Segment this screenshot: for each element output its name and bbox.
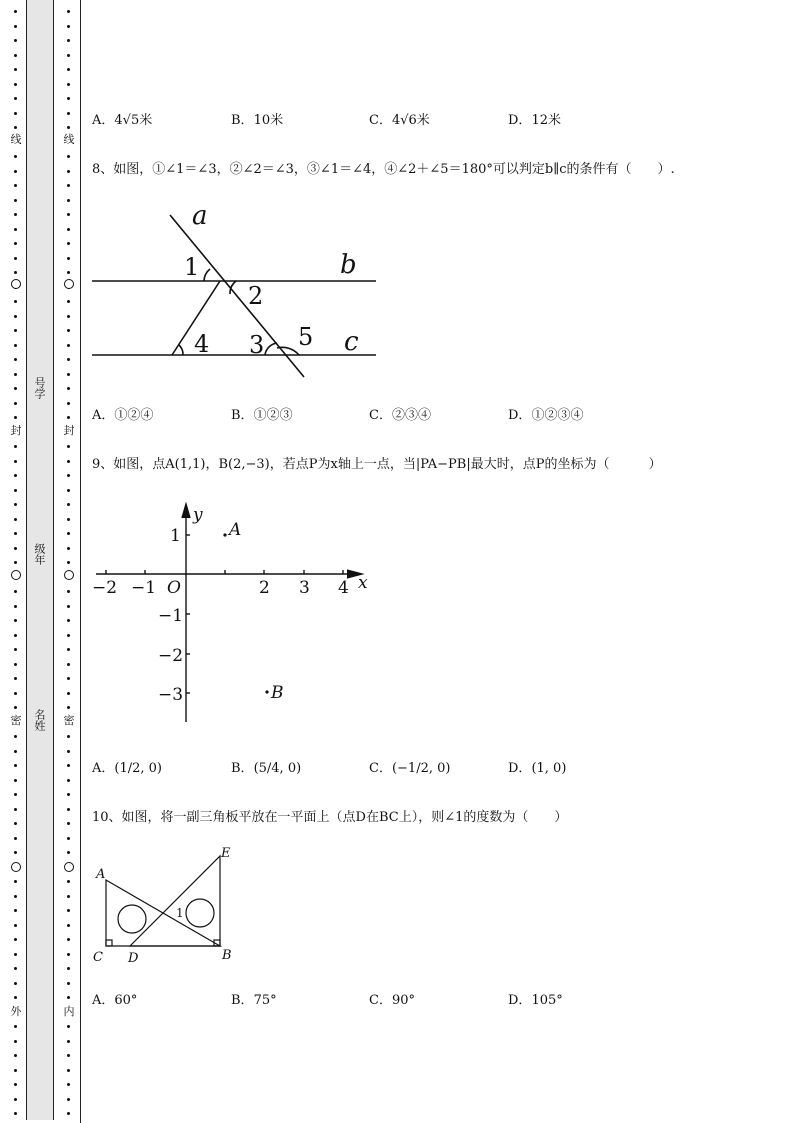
binding-dot xyxy=(14,1083,17,1086)
q9-ytick-label-3: −2 xyxy=(158,646,184,666)
binding-dot xyxy=(14,953,17,956)
binding-dot xyxy=(67,68,70,71)
binding-dot xyxy=(67,532,70,535)
binding-dot xyxy=(14,402,17,405)
binding-dot xyxy=(67,779,70,782)
binding-dot xyxy=(67,170,70,173)
left-mark-1: 线 xyxy=(10,133,22,146)
q8-option-b-text: ①②③ xyxy=(253,408,293,423)
binding-dot xyxy=(67,909,70,912)
q9-point-b-label: B xyxy=(271,683,284,703)
q9-option-b-letter: B． xyxy=(231,761,254,776)
label-name-text: 名姓 xyxy=(33,709,46,731)
binding-dot xyxy=(67,808,70,811)
binding-dot xyxy=(14,503,17,506)
label-name xyxy=(26,709,52,735)
binding-dot xyxy=(67,837,70,840)
binding-dot xyxy=(14,199,17,202)
binding-margin xyxy=(0,0,82,1123)
binding-dot xyxy=(67,242,70,245)
binding-dot xyxy=(67,634,70,637)
binding-dot xyxy=(14,851,17,854)
binding-dot xyxy=(67,97,70,100)
binding-dot xyxy=(14,532,17,535)
q7-option-c-text: 4√6米 xyxy=(391,113,430,128)
binding-dot xyxy=(14,750,17,753)
q9-option-c[interactable] xyxy=(369,757,450,776)
right-circle-1 xyxy=(64,279,74,289)
binding-dot xyxy=(67,1112,70,1115)
binding-dot xyxy=(14,10,17,13)
q7-option-a-text: 4√5米 xyxy=(114,113,153,128)
binding-dot xyxy=(67,1040,70,1043)
binding-dot xyxy=(67,344,70,347)
q9-y-arrow xyxy=(182,504,190,518)
q8-label-b: b xyxy=(340,250,357,280)
binding-dot xyxy=(14,344,17,347)
binding-dot xyxy=(14,184,17,187)
q8-option-c[interactable] xyxy=(369,404,431,423)
binding-dot xyxy=(14,329,17,332)
binding-dot xyxy=(67,358,70,361)
binding-dot xyxy=(14,634,17,637)
q7-option-c[interactable] xyxy=(369,109,430,128)
q9-option-d-letter: D． xyxy=(508,761,532,776)
right-mark-4: 内 xyxy=(63,1005,75,1018)
q9-option-a-letter: A． xyxy=(92,761,115,776)
label-student-id xyxy=(26,377,52,403)
q10-option-b-text: 75° xyxy=(253,993,277,1008)
q7-option-b[interactable] xyxy=(231,109,283,128)
binding-dot xyxy=(67,692,70,695)
q8-stem: 8、如图，①∠1＝∠3，②∠2＝∠3，③∠1＝∠4，④∠2＋∠5＝180°可以判定b∥c的条件有（ ）. xyxy=(92,162,675,177)
q10-right-angle-c xyxy=(106,940,112,946)
binding-dot xyxy=(14,54,17,57)
left-circle-3 xyxy=(11,862,21,872)
binding-dot xyxy=(67,257,70,260)
q7-option-d[interactable] xyxy=(508,109,561,128)
binding-dot xyxy=(67,764,70,767)
binding-dot xyxy=(67,590,70,593)
binding-dot xyxy=(67,329,70,332)
q9-ytick-label-4: −3 xyxy=(158,685,184,705)
binding-dot xyxy=(67,416,70,419)
binding-dot xyxy=(67,518,70,521)
binding-dot xyxy=(67,25,70,28)
binding-dot xyxy=(14,590,17,593)
binding-dot xyxy=(67,126,70,129)
q7-option-a-letter: A． xyxy=(92,113,115,128)
binding-dot xyxy=(67,938,70,941)
right-mark-3: 密 xyxy=(63,714,75,727)
binding-dot xyxy=(14,1040,17,1043)
q7-option-a[interactable] xyxy=(92,109,152,128)
q8-label-a: a xyxy=(192,201,208,231)
binding-dot xyxy=(14,1112,17,1115)
binding-dot xyxy=(14,373,17,376)
binding-dot xyxy=(67,503,70,506)
binding-dot xyxy=(14,315,17,318)
q10-option-b-letter: B． xyxy=(231,993,254,1008)
q9-xtick-label-2: −1 xyxy=(131,578,157,598)
margin-border-line xyxy=(80,0,81,1123)
q10-label-e: E xyxy=(221,846,231,861)
q8-option-c-text: ②③④ xyxy=(391,408,431,423)
q10-option-d-text: 105° xyxy=(531,993,563,1008)
binding-dot xyxy=(67,982,70,985)
q10-hole-right xyxy=(186,899,214,927)
binding-dot xyxy=(14,967,17,970)
binding-dot xyxy=(67,880,70,883)
q7-option-b-text: 10米 xyxy=(253,113,284,128)
q10-stem: 10、如图，将一副三角板平放在一平面上（点D在BC上），则∠1的度数为（ ） xyxy=(92,810,568,825)
q10-option-a-text: 60° xyxy=(114,993,138,1008)
binding-dot xyxy=(67,373,70,376)
q7-option-b-letter: B． xyxy=(231,113,254,128)
q8-option-d-letter: D． xyxy=(508,408,532,423)
binding-dot xyxy=(67,706,70,709)
binding-dot xyxy=(67,489,70,492)
q9-option-b-text: (5/4, 0) xyxy=(253,761,302,776)
binding-dot xyxy=(67,663,70,666)
binding-dot xyxy=(67,735,70,738)
binding-dot xyxy=(67,402,70,405)
binding-dot xyxy=(14,619,17,622)
q8-label-c: c xyxy=(344,327,359,357)
q9-point-a-label: A xyxy=(229,520,242,540)
right-mark-1: 线 xyxy=(63,133,75,146)
binding-dot xyxy=(67,155,70,158)
binding-dot xyxy=(67,300,70,303)
q10-option-d[interactable] xyxy=(508,989,563,1008)
right-dot-column xyxy=(62,0,76,1123)
binding-dot xyxy=(14,228,17,231)
q8-option-d[interactable] xyxy=(508,404,583,423)
binding-dot xyxy=(67,474,70,477)
binding-dot xyxy=(14,1069,17,1072)
q9-point-b xyxy=(265,690,268,693)
binding-dot xyxy=(14,83,17,86)
binding-dot xyxy=(14,996,17,999)
binding-dot xyxy=(67,228,70,231)
binding-dot xyxy=(14,489,17,492)
q7-option-d-text: 12米 xyxy=(531,113,561,128)
binding-dot xyxy=(67,750,70,753)
left-mark-3: 密 xyxy=(10,714,22,727)
label-grade xyxy=(26,543,52,569)
q8-arc-1 xyxy=(204,269,210,281)
q8-figure xyxy=(92,200,382,380)
binding-dot xyxy=(14,982,17,985)
binding-dot xyxy=(67,851,70,854)
binding-dot xyxy=(14,808,17,811)
q8-label-4: 4 xyxy=(194,330,210,358)
left-dot-column xyxy=(9,0,23,1123)
binding-dot xyxy=(67,83,70,86)
binding-dot xyxy=(67,1054,70,1057)
binding-dot xyxy=(14,68,17,71)
binding-dot xyxy=(14,1098,17,1101)
binding-dot xyxy=(14,837,17,840)
q10-option-a[interactable] xyxy=(92,989,137,1008)
binding-dot xyxy=(67,953,70,956)
q9-xtick-label-3: 2 xyxy=(259,578,270,598)
q9-option-c-text: (−1/2, 0) xyxy=(391,761,451,776)
q9-y-label: y xyxy=(193,505,203,525)
binding-dot xyxy=(67,1083,70,1086)
q8-line-a xyxy=(170,215,304,377)
binding-dot xyxy=(14,938,17,941)
q8-option-c-letter: C． xyxy=(369,408,392,423)
label-grade-text: 级年 xyxy=(33,543,46,565)
binding-dot xyxy=(14,460,17,463)
binding-dot xyxy=(67,184,70,187)
binding-dot xyxy=(14,213,17,216)
binding-dot xyxy=(14,880,17,883)
q10-label-angle-1: 1 xyxy=(176,906,184,920)
binding-dot xyxy=(14,895,17,898)
q10-option-a-letter: A． xyxy=(92,993,115,1008)
binding-dot xyxy=(14,561,17,564)
right-circle-3 xyxy=(64,862,74,872)
q8-label-1: 1 xyxy=(184,253,200,281)
q9-option-a[interactable] xyxy=(92,757,162,776)
binding-dot xyxy=(67,547,70,550)
binding-dot xyxy=(14,242,17,245)
left-mark-2: 封 xyxy=(10,424,22,437)
binding-dot xyxy=(14,793,17,796)
q9-point-a xyxy=(223,533,226,536)
binding-dot xyxy=(67,822,70,825)
binding-dot xyxy=(67,315,70,318)
q9-xtick-label-1: −2 xyxy=(92,578,118,598)
q9-ytick-label-2: −1 xyxy=(158,606,184,626)
binding-dot xyxy=(14,170,17,173)
binding-dot xyxy=(14,271,17,274)
q10-option-c[interactable] xyxy=(369,989,415,1008)
q9-stem: 9、如图，点A(1,1)，B(2,−3)，若点P为x轴上一点，当|PA−PB|最大时，点P的坐标为（ ） xyxy=(92,457,662,472)
q10-hole-left xyxy=(118,905,146,933)
binding-dot xyxy=(67,561,70,564)
binding-dot xyxy=(67,213,70,216)
binding-dot xyxy=(67,605,70,608)
binding-dot xyxy=(67,199,70,202)
q9-xtick-label-5: 4 xyxy=(338,578,349,598)
binding-dot xyxy=(67,445,70,448)
q8-arc-3 xyxy=(265,343,277,355)
binding-dot xyxy=(14,25,17,28)
q8-label-3: 3 xyxy=(249,331,265,359)
q9-xtick-label-4: 3 xyxy=(299,578,310,598)
q7-option-d-letter: D． xyxy=(508,113,532,128)
binding-dot xyxy=(67,619,70,622)
q10-option-b[interactable] xyxy=(231,989,277,1008)
binding-dot xyxy=(67,39,70,42)
q10-option-c-letter: C． xyxy=(369,993,392,1008)
binding-dot xyxy=(14,605,17,608)
q9-option-b[interactable] xyxy=(231,757,301,776)
binding-dot xyxy=(14,735,17,738)
binding-dot xyxy=(14,97,17,100)
q8-option-b[interactable] xyxy=(231,404,293,423)
binding-dot xyxy=(14,924,17,927)
q8-option-a-text: ①②④ xyxy=(114,408,154,423)
binding-dot xyxy=(14,416,17,419)
binding-dot xyxy=(14,126,17,129)
binding-dot xyxy=(14,387,17,390)
q10-option-c-text: 90° xyxy=(391,993,415,1008)
label-student-id-text: 号学 xyxy=(33,377,46,399)
binding-dot xyxy=(14,764,17,767)
binding-dot xyxy=(67,967,70,970)
binding-dot xyxy=(14,677,17,680)
binding-dot xyxy=(14,112,17,115)
q10-label-a: A xyxy=(96,867,106,882)
binding-dot xyxy=(14,39,17,42)
binding-dot xyxy=(67,677,70,680)
q8-option-a[interactable] xyxy=(92,404,153,423)
binding-dot xyxy=(14,257,17,260)
binding-dot xyxy=(67,1025,70,1028)
binding-dot xyxy=(14,648,17,651)
q8-arc-4 xyxy=(179,345,183,355)
binding-dot xyxy=(67,10,70,13)
q9-origin-label: O xyxy=(167,578,181,598)
binding-dot xyxy=(14,779,17,782)
binding-dot xyxy=(14,1025,17,1028)
left-mark-4: 外 xyxy=(10,1005,22,1018)
left-circle-2 xyxy=(11,570,21,580)
q9-option-c-letter: C． xyxy=(369,761,392,776)
q10-label-b: B xyxy=(222,948,232,963)
right-mark-2: 封 xyxy=(63,424,75,437)
q8-option-b-letter: B． xyxy=(231,408,254,423)
binding-dot xyxy=(67,387,70,390)
binding-dot xyxy=(67,648,70,651)
right-circle-2 xyxy=(64,570,74,580)
binding-dot xyxy=(14,155,17,158)
binding-dot xyxy=(67,793,70,796)
binding-dot xyxy=(67,924,70,927)
q8-label-2: 2 xyxy=(248,282,264,310)
q9-coordinate-figure xyxy=(92,500,382,730)
q10-option-d-letter: D． xyxy=(508,993,532,1008)
q8-option-a-letter: A． xyxy=(92,408,115,423)
question-content xyxy=(92,0,782,1123)
q9-x-label: x xyxy=(358,573,368,593)
binding-dot xyxy=(14,909,17,912)
binding-dot xyxy=(67,112,70,115)
binding-dot xyxy=(14,474,17,477)
q9-option-d-text: (1, 0) xyxy=(531,761,567,776)
binding-dot xyxy=(67,895,70,898)
q9-option-d[interactable] xyxy=(508,757,566,776)
q8-label-5: 5 xyxy=(298,323,314,351)
q9-ytick-label-1: 1 xyxy=(170,526,181,546)
q10-label-c: C xyxy=(93,950,103,965)
binding-dot xyxy=(14,547,17,550)
q9-option-a-text: (1/2, 0) xyxy=(114,761,162,776)
binding-dot xyxy=(14,518,17,521)
q7-option-c-letter: C． xyxy=(369,113,392,128)
q8-option-d-text: ①②③④ xyxy=(531,408,584,423)
binding-dot xyxy=(67,1098,70,1101)
left-circle-1 xyxy=(11,279,21,289)
binding-dot xyxy=(67,1069,70,1072)
binding-dot xyxy=(67,460,70,463)
binding-dot xyxy=(67,54,70,57)
binding-dot xyxy=(67,996,70,999)
binding-dot xyxy=(14,358,17,361)
q10-label-d: D xyxy=(128,951,139,966)
binding-dot xyxy=(14,692,17,695)
binding-dot xyxy=(14,300,17,303)
binding-dot xyxy=(14,445,17,448)
binding-dot xyxy=(67,271,70,274)
binding-dot xyxy=(14,663,17,666)
binding-dot xyxy=(14,706,17,709)
binding-dot xyxy=(14,1054,17,1057)
q10-figure xyxy=(92,840,242,970)
binding-dot xyxy=(14,822,17,825)
